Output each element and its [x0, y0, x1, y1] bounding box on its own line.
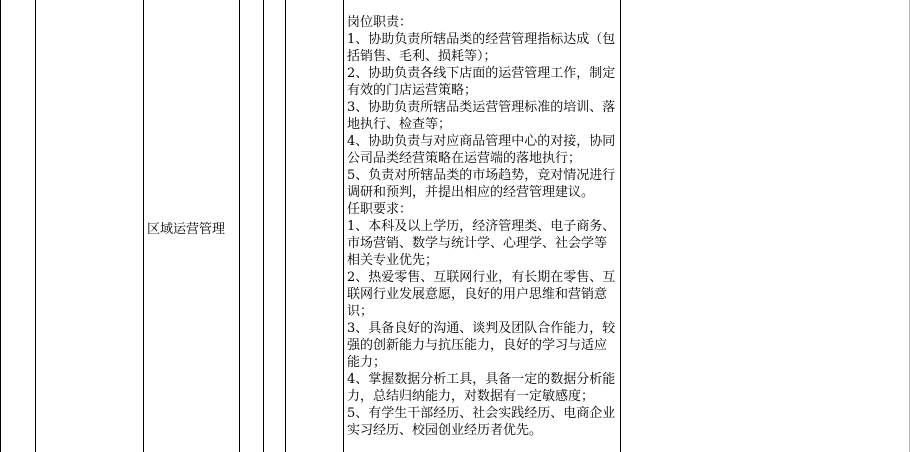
description-line: 力，总结归纳能力，对数据有一定敏感度；: [347, 389, 595, 404]
description-line: 3、具备良好的沟通、谈判及团队合作能力，较: [347, 321, 616, 336]
job-description-cell[interactable]: [347, 14, 617, 439]
description-line: 能力；: [347, 355, 387, 370]
description-line: 5、有学生干部经历、社会实践经历、电商企业: [347, 406, 616, 421]
column-border: [0, 0, 1, 452]
description-line: 4、协助负责与对应商品管理中心的对接，协同: [347, 134, 616, 149]
column-border: [620, 0, 621, 452]
description-line: 调研和预判，并提出相应的经营管理建议。: [347, 185, 595, 200]
column-border: [35, 0, 36, 452]
description-line: 1、协助负责所辖品类的经营管理指标达成（包: [347, 32, 616, 47]
description-line: 2、协助负责各线下店面的运营管理工作，制定: [347, 66, 616, 81]
description-line: 地执行、检查等；: [347, 117, 452, 132]
description-line: 识；: [347, 304, 374, 319]
description-line: 括销售、毛利、损耗等）；: [347, 49, 497, 64]
description-line: 3、协助负责所辖品类运营管理标准的培训、落: [347, 100, 616, 115]
description-line: 有效的门店运营策略；: [347, 83, 478, 98]
column-border: [285, 0, 286, 452]
description-line: 联网行业发展意愿，良好的用户思维和营销意: [347, 287, 608, 302]
position-name-cell[interactable]: 区域运营管理: [147, 222, 226, 237]
column-border: [143, 0, 144, 452]
description-line: 相关专业优先；: [347, 253, 439, 268]
description-line: 公司品类经营策略在运营端的落地执行；: [347, 151, 582, 166]
description-line: 1、本科及以上学历，经济管理类、电子商务、: [347, 219, 616, 234]
column-border: [239, 0, 240, 452]
description-line: 2、热爱零售、互联网行业，有长期在零售、互: [347, 270, 616, 285]
description-line: 实习经历、校园创业经历者优先。: [347, 423, 543, 438]
description-line: 强的创新能力与抗压能力，良好的学习与适应: [347, 338, 608, 353]
description-line: 任职要求：: [347, 202, 413, 217]
description-line: 岗位职责：: [347, 15, 413, 30]
description-line: 4、掌握数据分析工具，具备一定的数据分析能: [347, 372, 616, 387]
column-border: [343, 0, 344, 452]
column-border: [909, 0, 910, 452]
column-border: [263, 0, 264, 452]
description-line: 5、负责对所辖品类的市场趋势，竞对情况进行: [347, 168, 616, 183]
description-line: 市场营销、数学与统计学、心理学、社会学等: [347, 236, 608, 251]
